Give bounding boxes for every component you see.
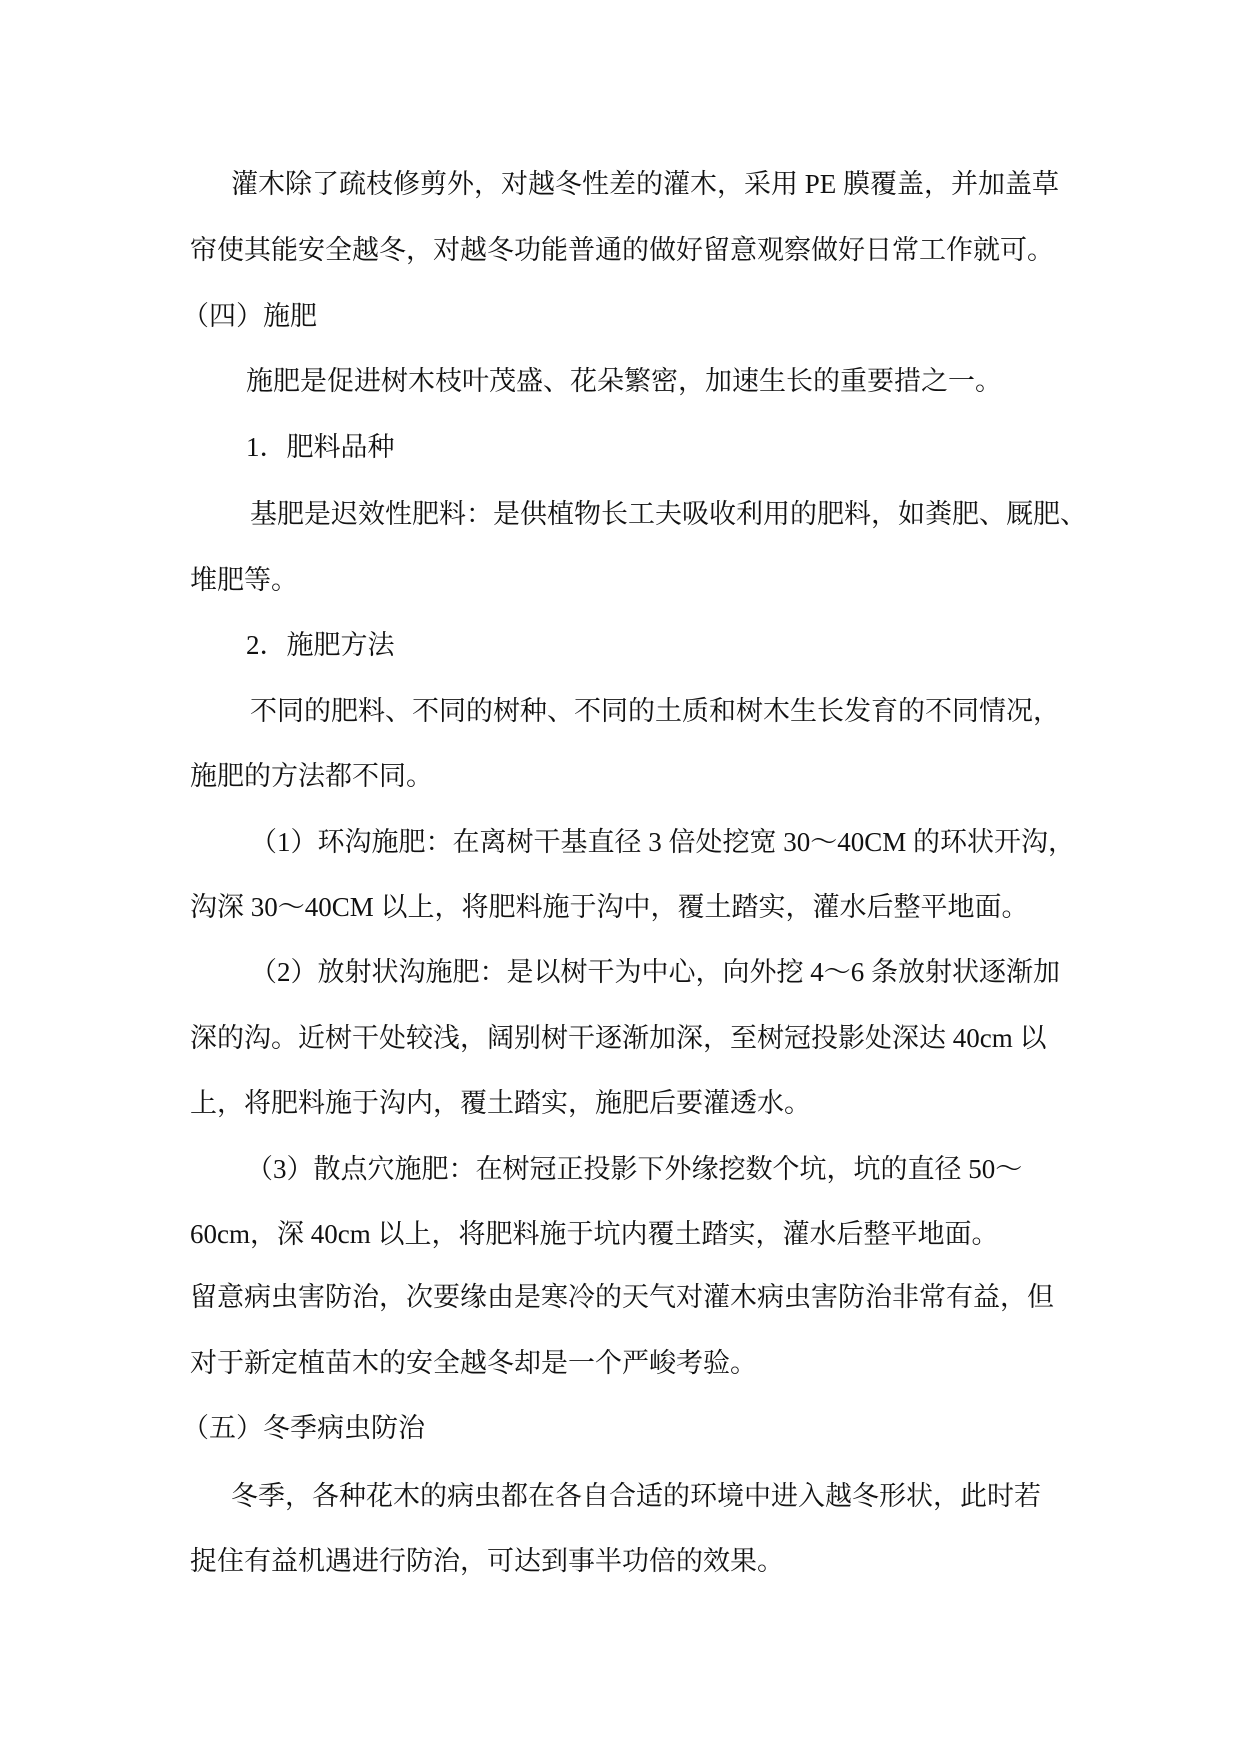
section-heading: （四）施肥 xyxy=(182,301,317,331)
paragraph-line: （2）放射状沟施肥：是以树干为中心，向外挖 4～6 条放射状逐渐加 xyxy=(250,957,1060,987)
paragraph-line: 施肥是促进树木枝叶茂盛、花朵繁密，加速生长的重要措之一。 xyxy=(246,366,1002,396)
paragraph-line: 冬季，各种花木的病虫都在各自合适的环境中进入越冬形状，此时若 xyxy=(231,1481,1041,1511)
paragraph-line: 堆肥等。 xyxy=(190,565,298,595)
paragraph-line: 施肥的方法都不同。 xyxy=(190,761,433,791)
paragraph-line: （1）环沟施肥：在离树干基直径 3 倍处挖宽 30～40CM 的环状开沟， xyxy=(250,827,1076,857)
paragraph-line: （3）散点穴施肥：在树冠正投影下外缘挖数个坑，坑的直径 50～ xyxy=(246,1154,1023,1184)
paragraph-line: 基肥是迟效性肥料：是供植物长工夫吸收利用的肥料，如粪肥、厩肥、 xyxy=(250,499,1087,529)
paragraph-line: 60cm，深 40cm 以上，将肥料施于坑内覆土踏实，灌水后整平地面。 xyxy=(190,1219,999,1249)
section-heading: （五）冬季病虫防治 xyxy=(182,1413,425,1443)
paragraph-line: 灌木除了疏枝修剪外，对越冬性差的灌木，采用 PE 膜覆盖，并加盖草 xyxy=(231,169,1060,199)
subsection-heading: 2．施肥方法 xyxy=(246,630,395,660)
paragraph-line: 上，将肥料施于沟内，覆土踏实，施肥后要灌透水。 xyxy=(190,1088,811,1118)
paragraph-line: 深的沟。近树干处较浅，阔别树干逐渐加深，至树冠投影处深达 40cm 以 xyxy=(190,1023,1047,1053)
paragraph-line: 帘使其能安全越冬，对越冬功能普通的做好留意观察做好日常工作就可。 xyxy=(190,235,1054,265)
paragraph-line: 捉住有益机遇进行防治，可达到事半功倍的效果。 xyxy=(190,1546,784,1576)
paragraph-line: 不同的肥料、不同的树种、不同的土质和树木生长发育的不同情况， xyxy=(250,696,1060,726)
paragraph-line: 沟深 30～40CM 以上，将肥料施于沟中，覆土踏实，灌水后整平地面。 xyxy=(190,892,1029,922)
paragraph-line: 对于新定植苗木的安全越冬却是一个严峻考验。 xyxy=(190,1348,757,1378)
paragraph-line: 留意病虫害防治，次要缘由是寒冷的天气对灌木病虫害防治非常有益，但 xyxy=(190,1282,1054,1312)
subsection-heading: 1．肥料品种 xyxy=(246,432,395,462)
